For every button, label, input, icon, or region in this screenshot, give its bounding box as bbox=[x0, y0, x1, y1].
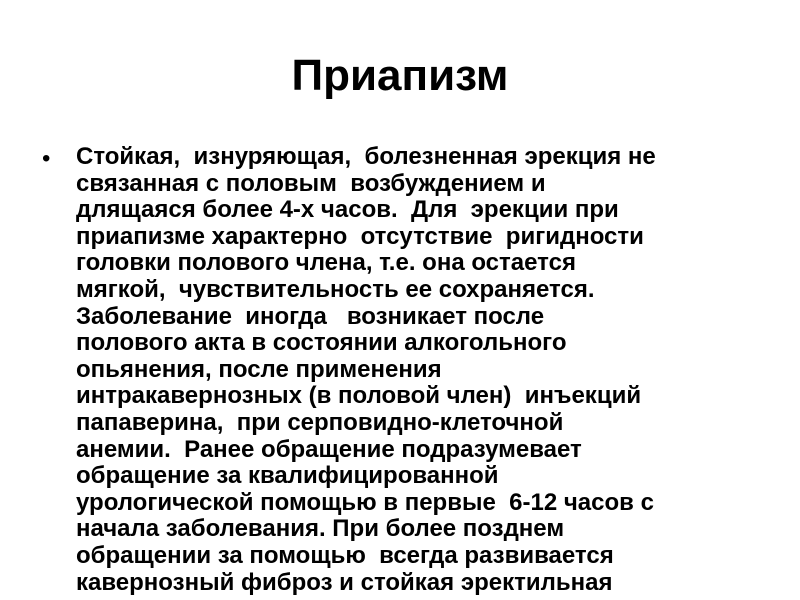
text-line: головки полового члена, т.е. она остается bbox=[76, 249, 576, 277]
text-line: анемии. Ранее обращение подразумевает bbox=[76, 435, 582, 463]
text-line: приапизме характерно отсутствие ригидности bbox=[76, 222, 644, 250]
text-line: папаверина, при серповидно-клеточной bbox=[76, 408, 564, 436]
text-line: обращение за квалифицированной bbox=[76, 462, 499, 490]
text-line: Стойкая, изнуряющая, болезненная эрекция не bbox=[76, 143, 656, 170]
text-line: длящаяся более 4-х часов. Для эрекции при bbox=[76, 196, 619, 224]
bullet-marker: • bbox=[42, 145, 51, 172]
text-line: связанная с половым возбуждением и bbox=[76, 169, 546, 197]
text-line: кавернозный фиброз и стойкая эректильная bbox=[76, 568, 613, 596]
bullet-text bbox=[76, 144, 796, 596]
text-line: урологической помощью в первые 6-12 часов с bbox=[76, 488, 654, 516]
text-line: начала заболевания. При более позднем bbox=[76, 515, 565, 543]
text-line: мягкой, чувствительность ее сохраняется. bbox=[76, 275, 595, 303]
text-line: обращении за помощью всегда развивается bbox=[76, 541, 614, 569]
text-line: опьянения, после применения bbox=[76, 355, 442, 383]
slide-title: Приапизм bbox=[291, 51, 509, 100]
text-line: интракавернозных (в половой член) инъекций bbox=[76, 382, 642, 410]
text-line: Заболевание иногда возникает после bbox=[76, 302, 545, 330]
text-line: полового акта в состоянии алкогольного bbox=[76, 329, 567, 357]
